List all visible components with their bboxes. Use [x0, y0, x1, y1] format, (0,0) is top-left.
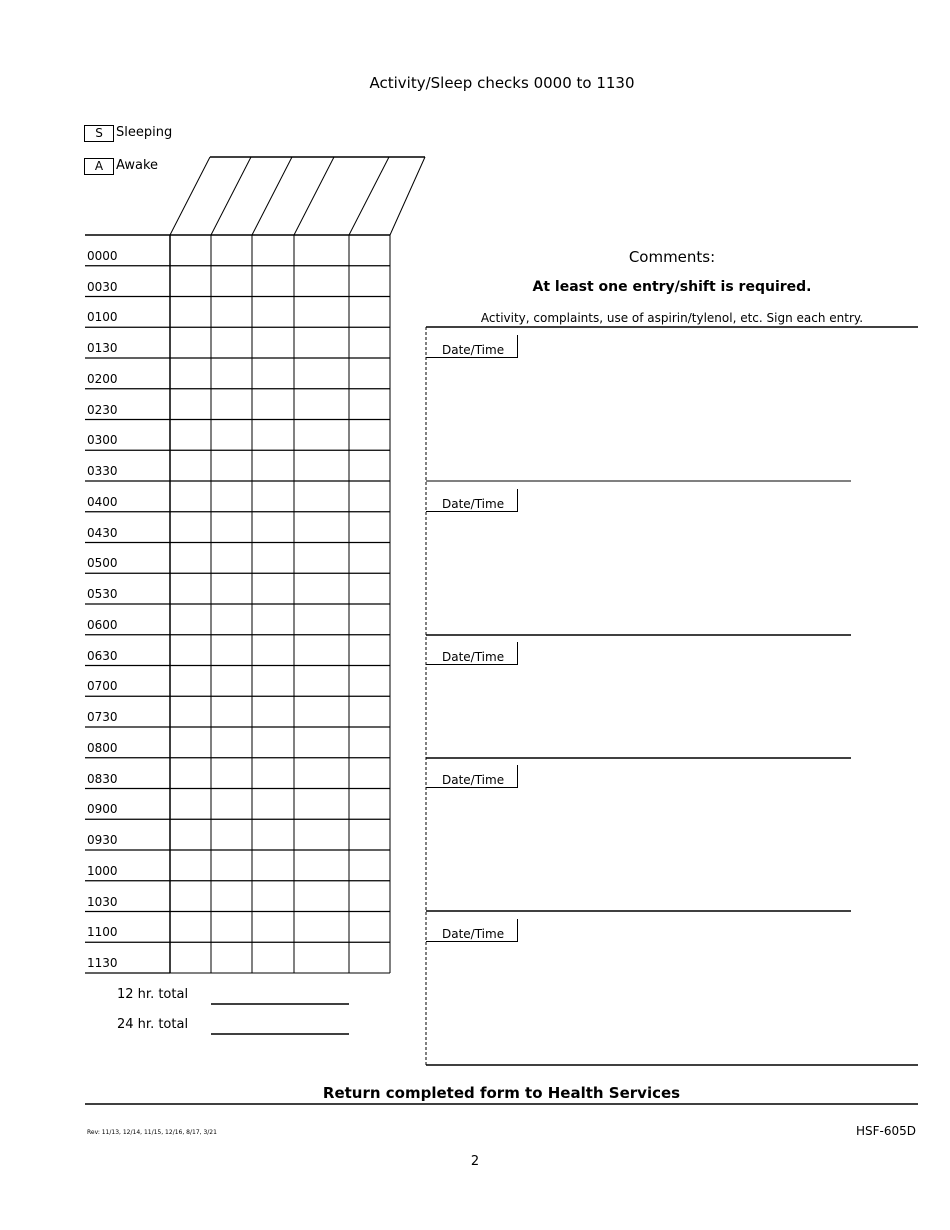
check-cell[interactable]: [212, 390, 251, 419]
check-cell[interactable]: [253, 236, 293, 265]
check-cell[interactable]: [171, 790, 210, 819]
check-cell[interactable]: [350, 236, 389, 265]
date-time-label-1: Date/Time: [426, 335, 518, 358]
check-cell[interactable]: [253, 697, 293, 726]
check-cell[interactable]: [171, 574, 210, 603]
time-label: 0500: [87, 556, 118, 571]
time-label: 0900: [87, 802, 118, 817]
check-cell[interactable]: [253, 359, 293, 388]
check-cell[interactable]: [295, 421, 348, 450]
check-cell[interactable]: [295, 390, 348, 419]
check-cell[interactable]: [212, 513, 251, 542]
check-cell[interactable]: [350, 513, 389, 542]
check-cell[interactable]: [295, 636, 348, 665]
check-cell[interactable]: [171, 328, 210, 357]
check-cell[interactable]: [171, 943, 210, 972]
check-cell[interactable]: [350, 421, 389, 450]
check-cell[interactable]: [253, 544, 293, 573]
check-cell[interactable]: [212, 636, 251, 665]
check-cell[interactable]: [350, 667, 389, 696]
check-cell[interactable]: [295, 667, 348, 696]
check-cell[interactable]: [171, 482, 210, 511]
check-cell[interactable]: [171, 697, 210, 726]
check-cell[interactable]: [253, 759, 293, 788]
check-cell[interactable]: [171, 820, 210, 849]
check-cell[interactable]: [212, 605, 251, 634]
check-cell[interactable]: [350, 728, 389, 757]
check-cell[interactable]: [295, 759, 348, 788]
check-cell[interactable]: [253, 882, 293, 911]
check-cell[interactable]: [253, 636, 293, 665]
time-label: 0100: [87, 310, 118, 325]
comments-instructions: Activity, complaints, use of aspirin/tylenol, etc. Sign each entry.: [480, 311, 864, 325]
check-cell[interactable]: [212, 790, 251, 819]
check-cell[interactable]: [171, 236, 210, 265]
comments-requirement: At least one entry/shift is required.: [532, 279, 812, 295]
check-cell[interactable]: [212, 943, 251, 972]
check-cell[interactable]: [171, 359, 210, 388]
comment-entry-2[interactable]: [427, 482, 851, 634]
twelve-hour-total-label: 12 hr. total: [117, 987, 189, 1002]
check-cell[interactable]: [253, 513, 293, 542]
page-number: 2: [470, 1154, 480, 1169]
comment-entry-3[interactable]: [427, 636, 851, 757]
check-cell[interactable]: [295, 728, 348, 757]
time-label: 0000: [87, 248, 118, 263]
legend-label-awake: Awake: [116, 158, 159, 173]
check-cell[interactable]: [212, 759, 251, 788]
twelve-hour-total-field[interactable]: [211, 985, 349, 1004]
check-cell[interactable]: [253, 328, 293, 357]
check-cell[interactable]: [295, 236, 348, 265]
check-cell[interactable]: [295, 482, 348, 511]
check-cell[interactable]: [212, 697, 251, 726]
time-label: 0300: [87, 433, 118, 448]
check-cell[interactable]: [350, 790, 389, 819]
check-cell[interactable]: [350, 482, 389, 511]
check-cell[interactable]: [171, 667, 210, 696]
time-label: 0730: [87, 710, 118, 724]
check-cell[interactable]: [295, 574, 348, 603]
check-cell[interactable]: [171, 605, 210, 634]
check-cell[interactable]: [212, 820, 251, 849]
check-cell[interactable]: [253, 667, 293, 696]
twentyfour-hour-total-label: 24 hr. total: [117, 1017, 189, 1032]
time-label: 0530: [87, 587, 118, 601]
check-cell[interactable]: [295, 544, 348, 573]
comment-entry-5[interactable]: [427, 912, 917, 1064]
check-cell[interactable]: [253, 851, 293, 880]
check-cell[interactable]: [212, 574, 251, 603]
check-cell[interactable]: [350, 759, 389, 788]
check-cell[interactable]: [171, 636, 210, 665]
check-cell[interactable]: [171, 421, 210, 450]
check-cell[interactable]: [350, 298, 389, 327]
comment-entry-1[interactable]: [427, 328, 851, 480]
time-label: 0130: [87, 341, 118, 355]
check-cell[interactable]: [350, 359, 389, 388]
check-cell[interactable]: [212, 451, 251, 480]
time-label: 0600: [87, 617, 118, 632]
time-label: 1130: [87, 956, 118, 970]
check-cell[interactable]: [171, 882, 210, 911]
check-cell[interactable]: [350, 943, 389, 972]
comments-heading: Comments:: [628, 248, 716, 266]
check-cell[interactable]: [171, 728, 210, 757]
check-cell[interactable]: [212, 851, 251, 880]
check-cell[interactable]: [171, 513, 210, 542]
date-time-label-3: Date/Time: [426, 642, 518, 665]
check-cell[interactable]: [253, 482, 293, 511]
check-cell[interactable]: [295, 298, 348, 327]
check-cell[interactable]: [295, 913, 348, 942]
check-cell[interactable]: [212, 728, 251, 757]
check-cell[interactable]: [253, 390, 293, 419]
date-time-label-5: Date/Time: [426, 919, 518, 942]
time-label: 0700: [87, 679, 118, 694]
check-cell[interactable]: [295, 513, 348, 542]
check-cell[interactable]: [295, 697, 348, 726]
check-cell[interactable]: [295, 943, 348, 972]
check-cell[interactable]: [212, 482, 251, 511]
check-cell[interactable]: [253, 267, 293, 296]
check-cell[interactable]: [212, 882, 251, 911]
form-title: Activity/Sleep checks 0000 to 1130: [369, 74, 635, 92]
comment-entry-4[interactable]: [427, 759, 851, 910]
time-label: 0830: [87, 771, 118, 786]
check-cell[interactable]: [350, 390, 389, 419]
time-label: 1100: [87, 925, 118, 940]
check-cell[interactable]: [350, 267, 389, 296]
check-cell[interactable]: [212, 236, 251, 265]
check-cell[interactable]: [212, 421, 251, 450]
legend-code-sleeping: S: [84, 125, 114, 142]
twentyfour-hour-total-field[interactable]: [211, 1015, 349, 1034]
check-cell[interactable]: [171, 298, 210, 327]
check-cell[interactable]: [212, 359, 251, 388]
check-cell[interactable]: [295, 267, 348, 296]
check-cell[interactable]: [253, 913, 293, 942]
return-note: Return completed form to Health Services: [322, 1084, 681, 1102]
check-cell[interactable]: [212, 298, 251, 327]
check-cell[interactable]: [295, 820, 348, 849]
check-cell[interactable]: [295, 851, 348, 880]
time-label: 0800: [87, 740, 118, 755]
check-cell[interactable]: [253, 298, 293, 327]
check-cell[interactable]: [253, 574, 293, 603]
check-cell[interactable]: [212, 328, 251, 357]
legend-code-awake: A: [84, 158, 114, 175]
check-cell[interactable]: [295, 328, 348, 357]
time-label: 0330: [87, 464, 118, 478]
check-cell[interactable]: [295, 790, 348, 819]
check-cell[interactable]: [171, 451, 210, 480]
form-id: HSF-605D: [855, 1124, 916, 1138]
check-cell[interactable]: [350, 328, 389, 357]
check-cell[interactable]: [350, 544, 389, 573]
check-cell[interactable]: [295, 359, 348, 388]
check-cell[interactable]: [212, 667, 251, 696]
check-cell[interactable]: [171, 851, 210, 880]
date-time-label-2: Date/Time: [426, 489, 518, 512]
check-cell[interactable]: [253, 421, 293, 450]
time-label: 0030: [87, 279, 118, 294]
check-cell[interactable]: [171, 267, 210, 296]
check-cell[interactable]: [253, 790, 293, 819]
check-cell[interactable]: [171, 390, 210, 419]
check-cell[interactable]: [253, 728, 293, 757]
check-cell[interactable]: [350, 636, 389, 665]
time-label: 0630: [87, 648, 118, 663]
check-cell[interactable]: [253, 820, 293, 849]
check-cell[interactable]: [295, 882, 348, 911]
date-time-label-4: Date/Time: [426, 765, 518, 788]
time-label: 0230: [87, 402, 118, 417]
check-cell[interactable]: [350, 820, 389, 849]
check-cell[interactable]: [350, 697, 389, 726]
check-cell[interactable]: [253, 451, 293, 480]
check-cell[interactable]: [350, 574, 389, 603]
time-label: 0200: [87, 371, 118, 386]
check-cell[interactable]: [212, 267, 251, 296]
legend-label-sleeping: Sleeping: [116, 125, 173, 140]
time-label: 1000: [87, 863, 118, 878]
revision-dates: Rev: 11/13, 12/14, 11/15, 12/16, 8/17, 3/21: [87, 1129, 217, 1136]
check-cell[interactable]: [171, 913, 210, 942]
check-cell[interactable]: [212, 913, 251, 942]
check-cell[interactable]: [350, 851, 389, 880]
check-cell[interactable]: [350, 451, 389, 480]
check-cell[interactable]: [295, 605, 348, 634]
check-cell[interactable]: [295, 451, 348, 480]
time-label: 0400: [87, 494, 118, 509]
check-cell[interactable]: [171, 759, 210, 788]
check-cell[interactable]: [171, 544, 210, 573]
time-label: 0930: [87, 833, 118, 847]
check-cell[interactable]: [212, 544, 251, 573]
check-cell[interactable]: [253, 605, 293, 634]
check-cell[interactable]: [350, 882, 389, 911]
check-cell[interactable]: [350, 913, 389, 942]
time-label: 1030: [87, 894, 118, 909]
check-cell[interactable]: [350, 605, 389, 634]
check-cell[interactable]: [253, 943, 293, 972]
time-label: 0430: [87, 525, 118, 540]
